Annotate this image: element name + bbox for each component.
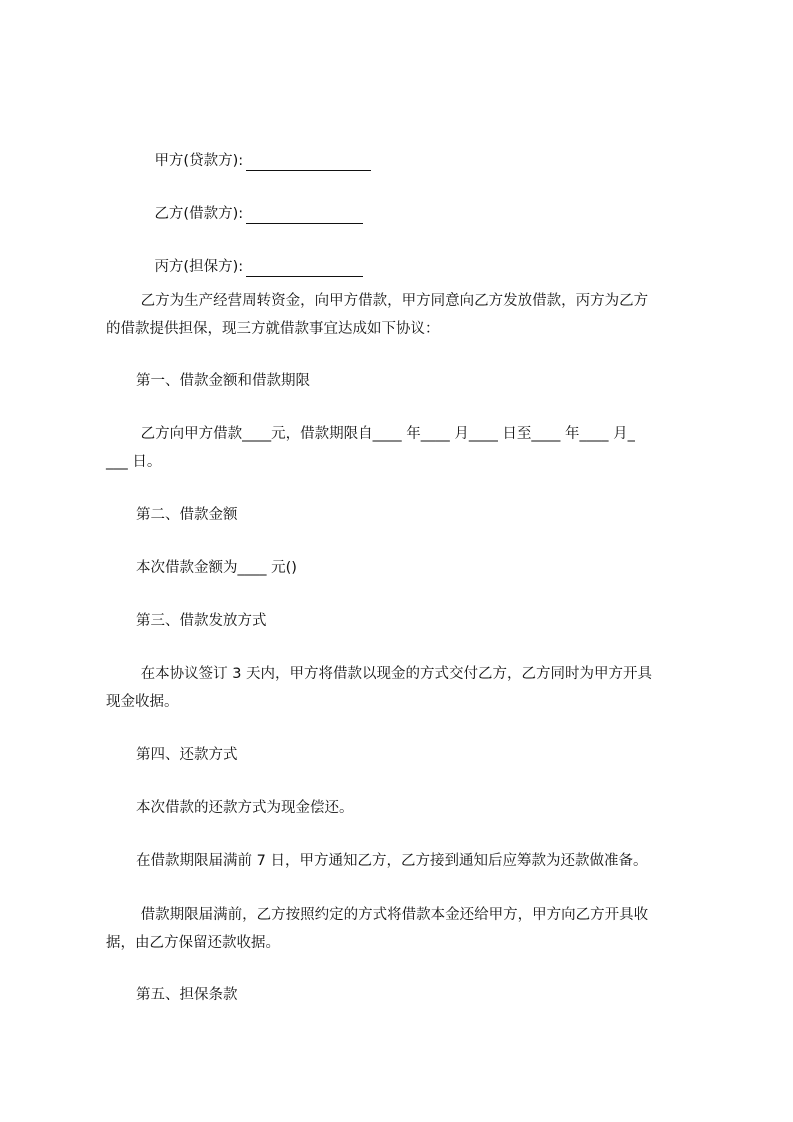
section-3-line-1: 在本协议签订 3 天内，甲方将借款以现金的方式交付乙方，乙方同时为甲方开具: [136, 666, 653, 682]
section-3-line-2: 现金收据。: [106, 694, 179, 710]
section-2-title: 第二、借款金额: [136, 507, 238, 523]
section-1-line-2: ___ 日。: [106, 454, 162, 470]
party-b-line: [136, 184, 363, 244]
party-a-line: [136, 131, 371, 191]
party-c-blank: [246, 262, 363, 277]
section-4-title: 第四、还款方式: [136, 747, 238, 763]
party-b-label: 乙方(借款方):: [154, 206, 244, 222]
section-1-line-1: 乙方向甲方借款____元，借款期限自____ 年____ 月____ 日至____ 年____ 月_: [136, 426, 635, 442]
party-c-label: 丙方(担保方):: [154, 259, 244, 275]
section-5-title: 第五、担保条款: [136, 987, 238, 1003]
section-4-paragraph-3-line-1: 借款期限届满前，乙方按照约定的方式将借款本金还给甲方，甲方向乙方开具收: [136, 907, 649, 923]
party-a-blank: [246, 156, 371, 171]
intro-line-2: 的借款提供担保，现三方就借款事宜达成如下协议：: [106, 321, 440, 337]
section-4-paragraph-2: 在借款期限届满前 7 日，甲方通知乙方，乙方接到通知后应筹款为还款做准备。: [136, 853, 648, 869]
party-c-line: [136, 237, 363, 297]
party-b-blank: [246, 209, 363, 224]
section-3-title: 第三、借款发放方式: [136, 613, 267, 629]
section-4-paragraph-3-line-2: 据，由乙方保留还款收据。: [106, 935, 280, 951]
section-1-title: 第一、借款金额和借款期限: [136, 373, 310, 389]
section-2-text: 本次借款金额为____ 元(): [136, 560, 297, 576]
section-4-paragraph-1: 本次借款的还款方式为现金偿还。: [136, 800, 354, 816]
intro-line-1: 乙方为生产经营周转资金，向甲方借款，甲方同意向乙方发放借款，丙方为乙方: [136, 293, 649, 309]
party-a-label: 甲方(贷款方):: [154, 153, 244, 169]
